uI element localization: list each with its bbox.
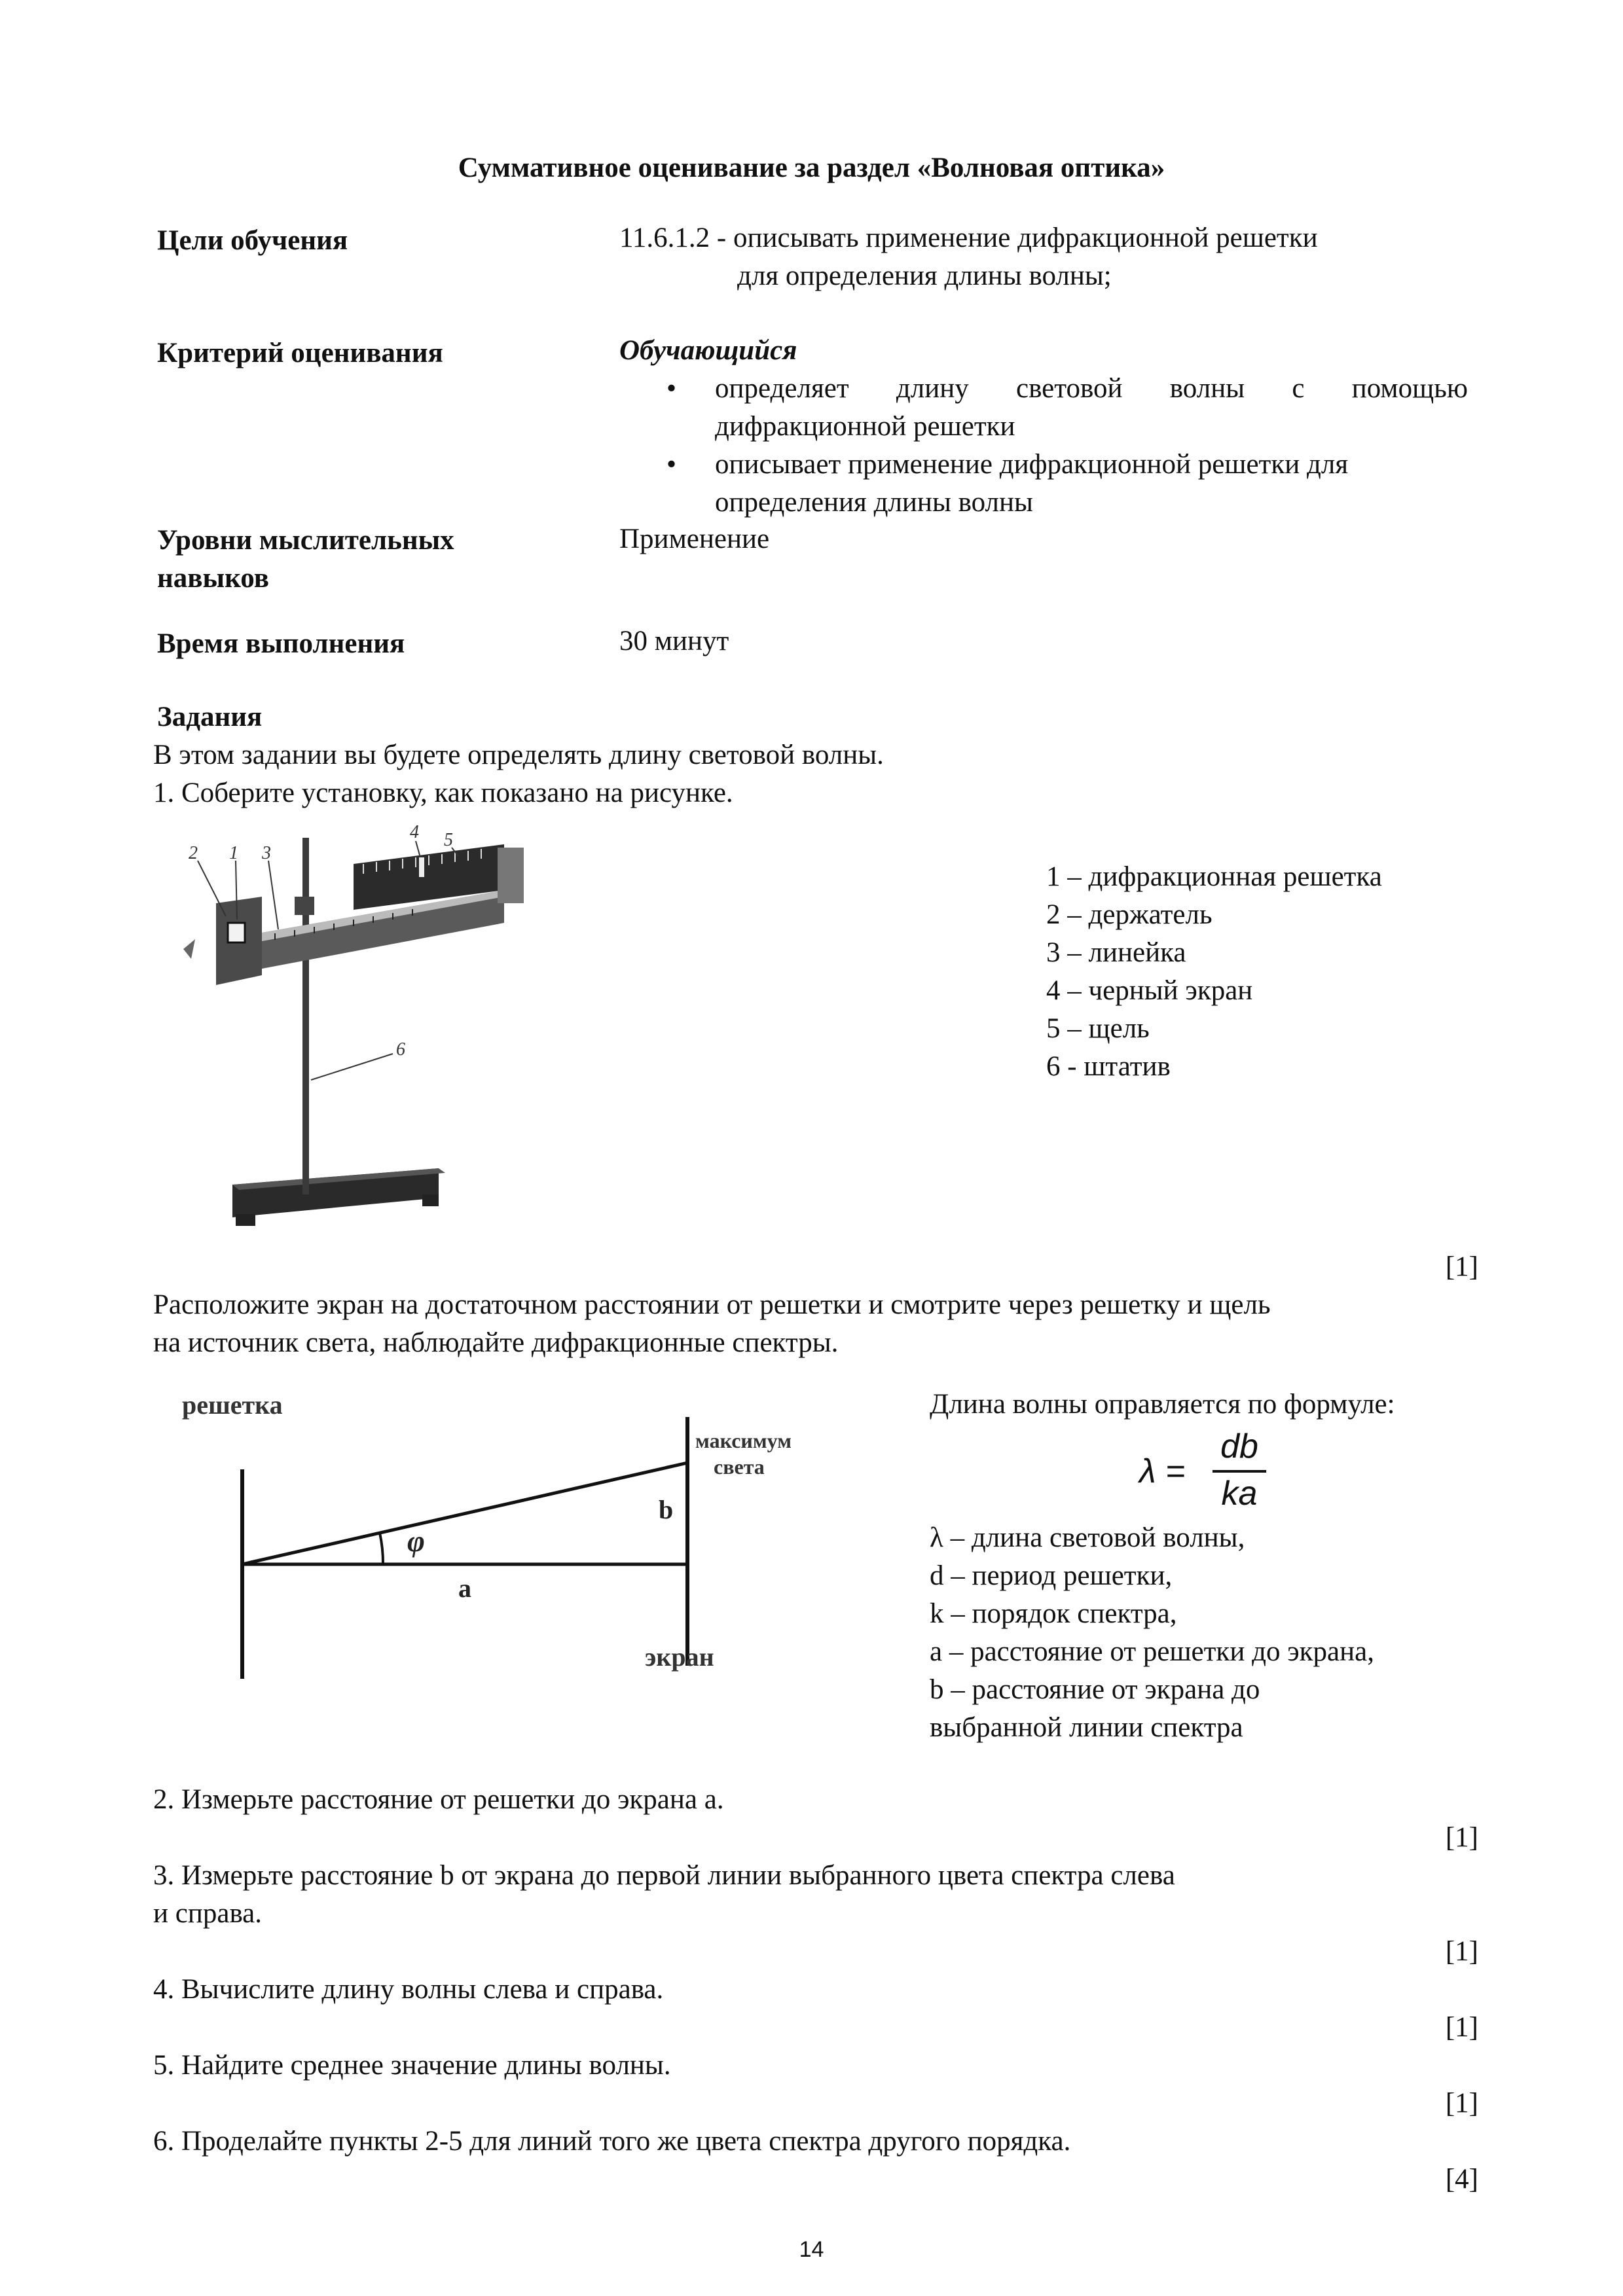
- task-4: 4. Вычислите длину волны слева и справа.: [153, 1974, 664, 2005]
- task-3-line-2: и справа.: [153, 1898, 263, 1929]
- clamp: [295, 897, 314, 915]
- observe-line-2: на источник света, наблюдайте дифракционные спектры.: [153, 1327, 839, 1358]
- formula: [1139, 1427, 1270, 1512]
- b-label: b: [659, 1495, 674, 1524]
- goals-line-1: 11.6.1.2 - описывать применение дифракционной решетки: [619, 223, 1318, 253]
- slit: [419, 857, 424, 877]
- ray-to-maximum: [242, 1463, 687, 1564]
- tasks-intro: В этом задании вы будете определять длину световой волны.: [153, 740, 884, 770]
- score-1: [1]: [1445, 1251, 1478, 1282]
- legend-item-1: 1 – дифракционная решетка: [1046, 861, 1382, 892]
- grating: [228, 923, 245, 942]
- grating-label: решетка: [182, 1390, 283, 1420]
- page-number: 14: [799, 2237, 824, 2262]
- stand-rod: [302, 838, 309, 1194]
- maximum-label-1: максимум: [695, 1429, 792, 1452]
- criteria-intro: Обучающийся: [619, 335, 797, 366]
- geometry-diagram: [164, 1388, 845, 1695]
- criteria-item-1-line-1: определяет длину световой волны с помощью: [715, 373, 1468, 404]
- definition-1: λ – длина световой волны,: [930, 1522, 1245, 1553]
- levels-value: Применение: [619, 524, 770, 554]
- figure-number-3: 3: [262, 843, 271, 863]
- legend-item-6: 6 - штатив: [1046, 1051, 1171, 1082]
- definition-4: a – расстояние от решетки до экрана,: [930, 1636, 1374, 1667]
- formula-numerator: db: [1220, 1427, 1258, 1465]
- formula-denominator: ka: [1221, 1475, 1258, 1513]
- maximum-label-2: света: [714, 1455, 765, 1479]
- legend-item-2: 2 – держатель: [1046, 899, 1213, 930]
- goals-label: Цели обучения: [157, 225, 348, 256]
- definition-2: d – период решетки,: [930, 1560, 1173, 1591]
- legend-item-5: 5 – щель: [1046, 1013, 1150, 1044]
- figure-number-2: 2: [189, 843, 198, 863]
- definition-3: k – порядок спектра,: [930, 1598, 1177, 1629]
- angle-arc: [380, 1533, 383, 1564]
- levels-label-line-1: Уровни мыслительных: [157, 525, 454, 556]
- observe-line-1: Расположите экран на достаточном расстоянии от решетки и смотрите через решетку и щель: [153, 1289, 1271, 1320]
- time-label: Время выполнения: [157, 628, 405, 659]
- levels-label-line-2: навыков: [157, 563, 269, 594]
- formula-lhs: λ =: [1139, 1452, 1186, 1490]
- task-5: 5. Найдите среднее значение длины волны.: [153, 2050, 671, 2081]
- task-6: 6. Проделайте пункты 2-5 для линий того же цвета спектра другого порядка.: [153, 2126, 1071, 2157]
- criteria-item-2-line-2: определения длины волны: [715, 487, 1033, 518]
- document-title: Суммативное оценивание за раздел «Волновая оптика»: [458, 152, 1165, 183]
- criteria-item-1-line-2: дифракционной решетки: [715, 411, 1015, 442]
- formula-intro: Длина волны оправляется по формуле:: [930, 1389, 1395, 1420]
- criteria-bullet-1: •: [666, 373, 677, 404]
- goals-line-2: для определения длины волны;: [737, 260, 1112, 291]
- score-2: [1]: [1445, 1822, 1478, 1853]
- task-3-line-1: 3. Измерьте расстояние b от экрана до первой линии выбранного цвета спектра слева: [153, 1860, 1175, 1891]
- a-label: a: [458, 1573, 471, 1603]
- legend-item-4: 4 – черный экран: [1046, 975, 1253, 1006]
- score-5: [1]: [1445, 2088, 1478, 2119]
- criteria-bullet-2: •: [666, 449, 677, 480]
- figure-number-4: 4: [410, 822, 419, 842]
- screen-label: экран: [645, 1642, 714, 1672]
- setup-figure: [164, 818, 530, 1250]
- definition-6: выбранной линии спектра: [930, 1712, 1243, 1743]
- criteria-label: Критерий оценивания: [157, 338, 443, 368]
- time-value: 30 минут: [619, 626, 729, 656]
- task-2: 2. Измерьте расстояние от решетки до экрана а.: [153, 1784, 724, 1815]
- criteria-item-2-line-1: описывает применение дифракционной решетки для: [715, 449, 1349, 480]
- figure-number-5: 5: [444, 830, 453, 850]
- score-4: [1]: [1445, 2012, 1478, 2043]
- figure-number-6: 6: [396, 1039, 405, 1060]
- definition-5: b – расстояние от экрана до: [930, 1674, 1260, 1705]
- score-6: [4]: [1445, 2164, 1478, 2195]
- task-1: 1. Соберите установку, как показано на рисунке.: [153, 778, 733, 808]
- score-3: [1]: [1445, 1936, 1478, 1967]
- formula-fraction-bar: [1213, 1470, 1266, 1473]
- legend-item-3: 3 – линейка: [1046, 937, 1186, 968]
- phi-label: φ: [407, 1524, 425, 1558]
- tasks-heading: Задания: [157, 702, 263, 732]
- figure-number-1: 1: [229, 843, 238, 863]
